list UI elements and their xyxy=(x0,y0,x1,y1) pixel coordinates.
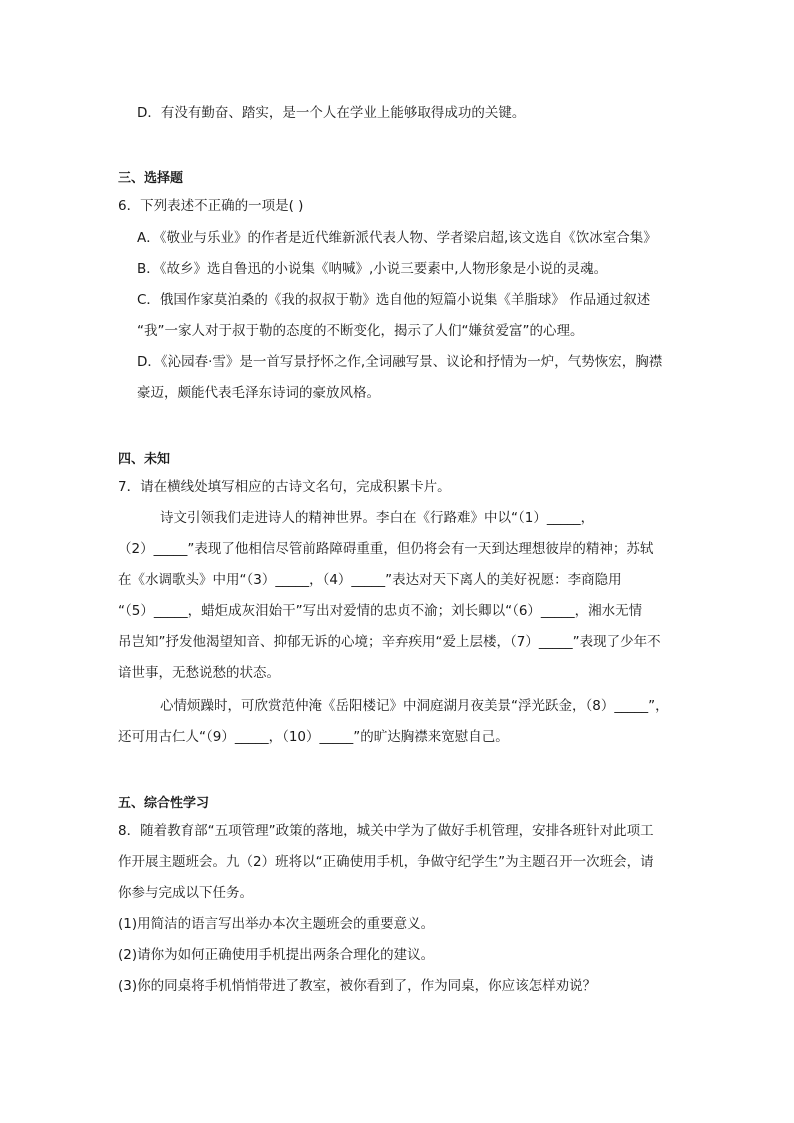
prev-option-d: D．有没有勤奋、踏实，是一个人在学业上能够取得成功的关键。 xyxy=(137,105,526,121)
q6-option-c-line2: “我”一家人对于叔于勒的态度的不断变化，揭示了人们“嫌贫爱富”的心理。 xyxy=(137,323,584,339)
q8-stem-line2: 作开展主题班会。九（2）班将以“正确使用手机，争做守纪学生”为主题召开一次班会，请 xyxy=(118,854,654,870)
q6-option-c-line1: C．俄国作家莫泊桑的《我的叔叔于勒》选自他的短篇小说集《羊脂球》 作品通过叙述 xyxy=(137,292,651,308)
q7-p1-line6: 谙世事，无愁说愁的状态。 xyxy=(118,665,280,681)
section3-heading: 三、选择题 xyxy=(118,171,184,186)
q7-p1-line3: 在《水调歌头》中用“（3）_____，（4）_____”表达对天下离人的美好祝愿：李商隐用 xyxy=(118,572,622,588)
q7-stem: 7．请在横线处填写相应的古诗文名句，完成积累卡片。 xyxy=(118,479,451,495)
q7-p2-line1: 心情烦躁时，可欣赏范仲淹《岳阳楼记》中洞庭湖月夜美景“浮光跃金，（8）_____”， xyxy=(160,698,669,714)
q7-p2-line2: 还可用古仁人“（9）_____，（10）_____”的旷达胸襟来宽慰自己。 xyxy=(118,729,509,745)
q6-option-a: A．《敬业与乐业》的作者是近代维新派代表人物、学者梁启超,该文选自《饮冰室合集》 xyxy=(137,230,657,246)
q8-task1: (1)用简洁的语言写出举办本次主题班会的重要意义。 xyxy=(118,916,435,932)
section5-heading: 五、综合性学习 xyxy=(118,796,210,811)
q8-task2: (2)请你为如何正确使用手机提出两条合理化的建议。 xyxy=(118,947,435,963)
q8-task3: (3)你的同桌将手机悄悄带进了教室，被你看到了，作为同桌，你应该怎样劝说？ xyxy=(118,978,597,994)
q7-p1-line4: “（5）_____，蜡炬成灰泪始干”写出对爱情的忠贞不渝；刘长卿以“（6）_____，湘水无情 xyxy=(118,603,643,619)
q6-option-d-line2: 豪迈，颇能代表毛泽东诗词的豪放风格。 xyxy=(137,385,380,401)
q6-stem: 6．下列表述不正确的一项是( ) xyxy=(118,198,304,214)
q7-p1-line5: 吊岂知”抒发他渴望知音、抑郁无诉的心境；辛弃疾用“爱上层楼，（7）_____”表现了少年不 xyxy=(118,634,661,650)
q6-option-b: B．《故乡》选自鲁迅的小说集《呐喊》,小说三要素中,人物形象是小说的灵魂。 xyxy=(137,261,608,277)
q6-option-d-line1: D．《沁园春·雪》是一首写景抒怀之作,全词融写景、议论和抒情为一炉，气势恢宏，胸襟 xyxy=(137,354,663,370)
q7-p1-line2: （2）_____”表现了他相信尽管前路障碍重重，但仍将会有一天到达理想彼岸的精神；苏轼 xyxy=(118,541,654,557)
q8-stem-line3: 你参与完成以下任务。 xyxy=(118,885,253,901)
section4-heading: 四、未知 xyxy=(118,452,171,467)
q7-p1-line1: 诗文引领我们走进诗人的精神世界。李白在《行路难》中以“（1）_____， xyxy=(160,510,595,526)
q8-stem-line1: 8．随着教育部“五项管理”政策的落地，城关中学为了做好手机管理，安排各班针对此项工 xyxy=(118,823,654,839)
